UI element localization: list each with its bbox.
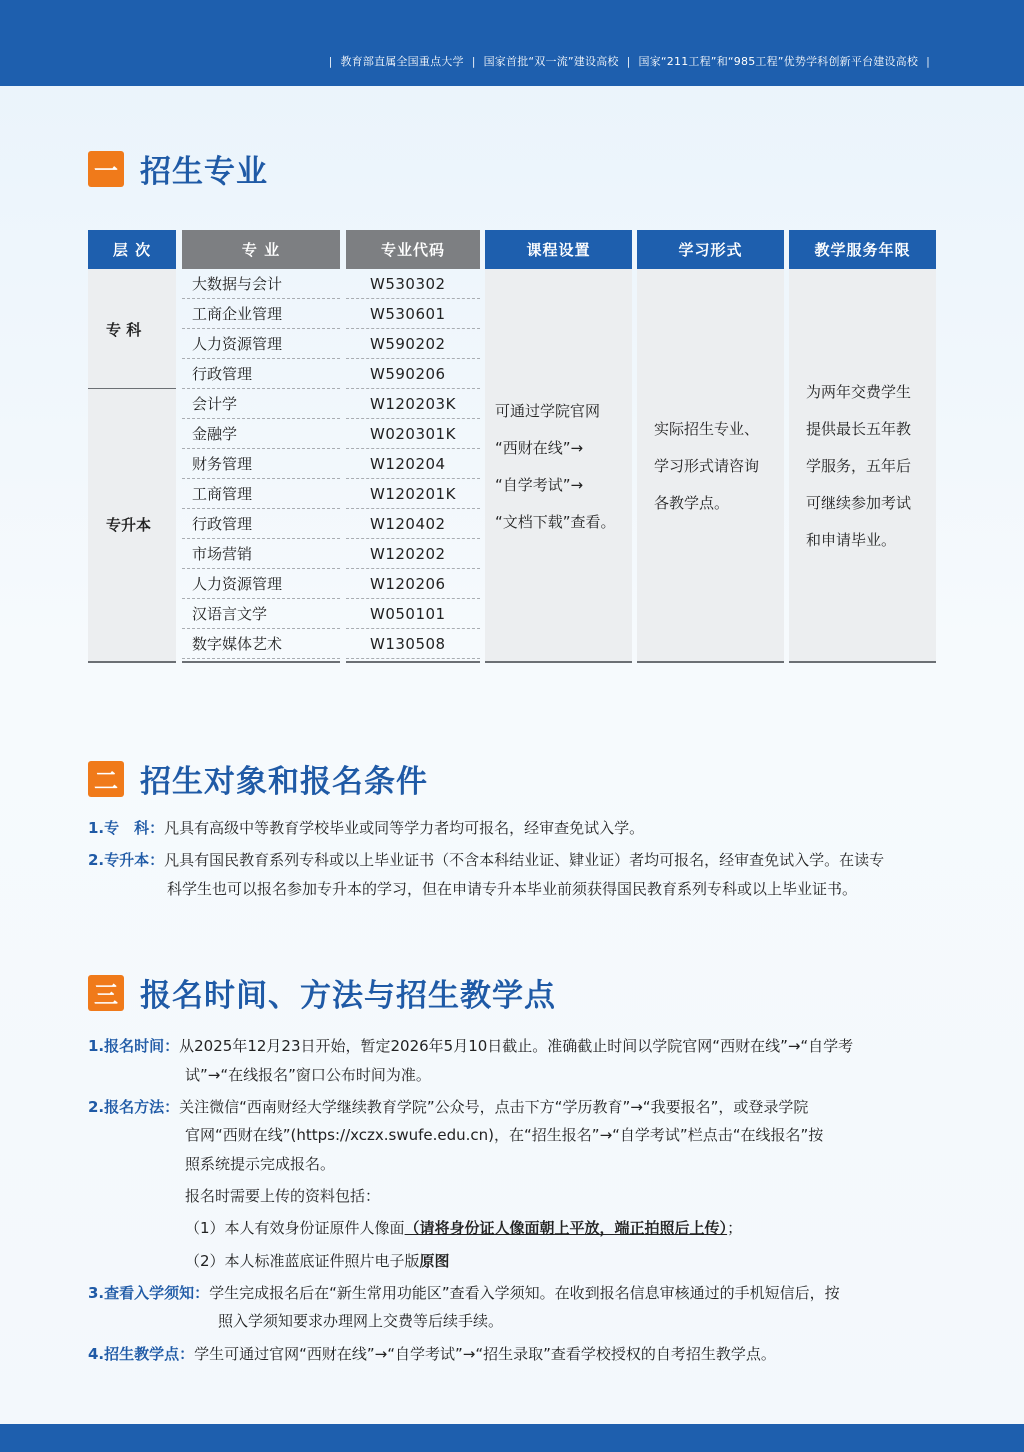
- major-cell: 工商企业管理: [182, 299, 340, 329]
- code-cell: W120203K: [346, 389, 480, 419]
- code-cell: W130508: [346, 629, 480, 659]
- section1-heading: [88, 146, 268, 191]
- notice: [88, 1279, 840, 1308]
- section3-title: 报名时间、方法与招生教学点: [140, 978, 556, 1014]
- tagline-2: 国家首批“双一流”建设高校: [483, 55, 619, 68]
- table-bottom-line: [789, 661, 936, 663]
- notice-cont: 照入学须知要求办理网上交费等后续手续。: [218, 1312, 504, 1330]
- th-service-years: 教学服务年限: [789, 230, 936, 269]
- study-form-text: [654, 411, 759, 522]
- section1-number: 一: [88, 151, 124, 187]
- th-course: 课程设置: [485, 230, 632, 269]
- tagline-1: 教育部直属全国重点大学: [340, 55, 464, 68]
- notice-text: 学生完成报名后在“新生常用功能区”查看入学须知。在收到报名信息审核通过的手机短信后，按: [209, 1284, 840, 1302]
- code-cell: W120204: [346, 449, 480, 479]
- course-setting-text: [495, 393, 616, 541]
- code-cell: W050101: [346, 599, 480, 629]
- major-cell: 行政管理: [182, 359, 340, 389]
- code-cell: W530601: [346, 299, 480, 329]
- th-study-form: 学习形式: [637, 230, 784, 269]
- material-1-end: ；: [727, 1219, 743, 1237]
- service-line: 和申请毕业。: [806, 531, 897, 549]
- reg-time-text: 从2025年12月23日开始，暂定2026年5月10日截止。准确截止时间以学院官网“西财在线”→“自学考: [179, 1037, 854, 1055]
- teaching-points: [88, 1340, 776, 1369]
- course-line: “自学考试”→: [495, 476, 584, 494]
- reg-material-1: [185, 1214, 742, 1243]
- eligibility-zhuanke: [88, 814, 644, 843]
- course-line: 可通过学院官网: [495, 402, 601, 420]
- reg-method: [88, 1093, 808, 1122]
- study-line: 实际招生专业、: [654, 420, 760, 438]
- section2-heading: [88, 756, 428, 801]
- service-years-text: [806, 374, 911, 559]
- th-code: 专业代码: [346, 230, 480, 269]
- table-bottom-line: [485, 661, 632, 663]
- teaching-points-label: 4.招生教学点：: [88, 1345, 195, 1363]
- level-zhuanshengben: 专升本: [106, 516, 152, 534]
- major-cell: 会计学: [182, 389, 340, 419]
- footer-bar: [0, 1424, 1024, 1452]
- major-cell: 数字媒体艺术: [182, 629, 340, 659]
- eligibility-label: 1.专 科：: [88, 819, 165, 837]
- code-cell: W120206: [346, 569, 480, 599]
- eligibility-zhuanshengben-cont: 科学生也可以报名参加专升本的学习，但在申请专升本毕业前须获得国民教育系列专科或以上毕业证书。: [167, 880, 858, 898]
- material-2-bold: 原图: [419, 1252, 450, 1270]
- teaching-points-text: 学生可通过官网“西财在线”→“自学考试”→“招生录取”查看学校授权的自考招生教学点。: [194, 1345, 776, 1363]
- major-cell: 人力资源管理: [182, 569, 340, 599]
- notice-label: 3.查看入学须知：: [88, 1284, 210, 1302]
- reg-method-line3: 照系统提示完成报名。: [185, 1155, 336, 1173]
- table-bottom-line: [346, 661, 480, 663]
- table-bottom-line: [637, 661, 784, 663]
- th-major: 专 业: [182, 230, 340, 269]
- code-cell: W120202: [346, 539, 480, 569]
- table-bottom-line: [182, 661, 340, 663]
- section2-number: 二: [88, 761, 124, 797]
- major-cell: 工商管理: [182, 479, 340, 509]
- major-cell: 市场营销: [182, 539, 340, 569]
- course-line: “西财在线”→: [495, 439, 584, 457]
- major-cell: 财务管理: [182, 449, 340, 479]
- major-cell: 大数据与会计: [182, 269, 340, 299]
- course-line: “文档下载”查看。: [495, 513, 616, 531]
- major-cell: 汉语言文学: [182, 599, 340, 629]
- code-cell: W590206: [346, 359, 480, 389]
- section1-title: 招生专业: [140, 154, 268, 190]
- material-1-text: （1）本人有效身份证原件人像面: [185, 1219, 405, 1237]
- th-level: 层 次: [88, 230, 176, 269]
- tagline-3: 国家“211工程”和“985工程”优势学科创新平台建设高校: [638, 55, 919, 68]
- code-cell: W020301K: [346, 419, 480, 449]
- reg-time-cont: 试”→“在线报名”窗口公布时间为准。: [185, 1066, 431, 1084]
- section3-number: 三: [88, 975, 124, 1011]
- service-line: 提供最长五年教: [806, 420, 912, 438]
- reg-material-2: [185, 1247, 450, 1276]
- header-bar: [0, 0, 1024, 86]
- service-line: 为两年交费学生: [806, 383, 912, 401]
- header-tagline: | 教育部直属全国重点大学 | 国家首批“双一流”建设高校 | 国家“211工程”和“985工程”优势学科创新平台建设高校 |: [328, 55, 930, 68]
- eligibility-text: 凡具有高级中等教育学校毕业或同等学力者均可报名，经审查免试入学。: [164, 819, 645, 837]
- reg-method-label: 2.报名方法：: [88, 1098, 180, 1116]
- eligibility-label: 2.专升本：: [88, 851, 165, 869]
- service-line: 学服务，五年后: [806, 457, 912, 475]
- major-cell: 行政管理: [182, 509, 340, 539]
- reg-materials-intro: 报名时需要上传的资料包括：: [185, 1187, 381, 1205]
- major-cell: 金融学: [182, 419, 340, 449]
- material-2-text: （2）本人标准蓝底证件照片电子版: [185, 1252, 420, 1270]
- reg-time: [88, 1032, 853, 1061]
- eligibility-zhuanshengben: [88, 846, 884, 875]
- code-cell: W530302: [346, 269, 480, 299]
- reg-time-label: 1.报名时间：: [88, 1037, 180, 1055]
- code-cell: W120402: [346, 509, 480, 539]
- eligibility-text: 凡具有国民教育系列专科或以上毕业证书（不含本科结业证、肄业证）者均可报名，经审查免试入学。在读专: [164, 851, 885, 869]
- major-cell: 人力资源管理: [182, 329, 340, 359]
- table-bottom-line: [88, 661, 176, 663]
- code-cell: W120201K: [346, 479, 480, 509]
- material-1-note: （请将身份证人像面朝上平放，端正拍照后上传）: [404, 1219, 728, 1237]
- code-cell: W590202: [346, 329, 480, 359]
- section3-heading: [88, 970, 556, 1015]
- study-line: 学习形式请咨询: [654, 457, 760, 475]
- service-line: 可继续参加考试: [806, 494, 912, 512]
- reg-method-text: 关注微信“西南财经大学继续教育学院”公众号，点击下方“学历教育”→“我要报名”，或登录学院: [179, 1098, 809, 1116]
- study-line: 各教学点。: [654, 494, 730, 512]
- reg-method-line2: 官网“西财在线”(https://xczx.swufe.edu.cn)，在“招生报名”→“自学考试”栏点击“在线报名”按: [185, 1126, 824, 1144]
- level-divider: [88, 388, 176, 389]
- level-zhuanke: 专 科: [106, 321, 142, 339]
- section2-title: 招生对象和报名条件: [140, 764, 428, 800]
